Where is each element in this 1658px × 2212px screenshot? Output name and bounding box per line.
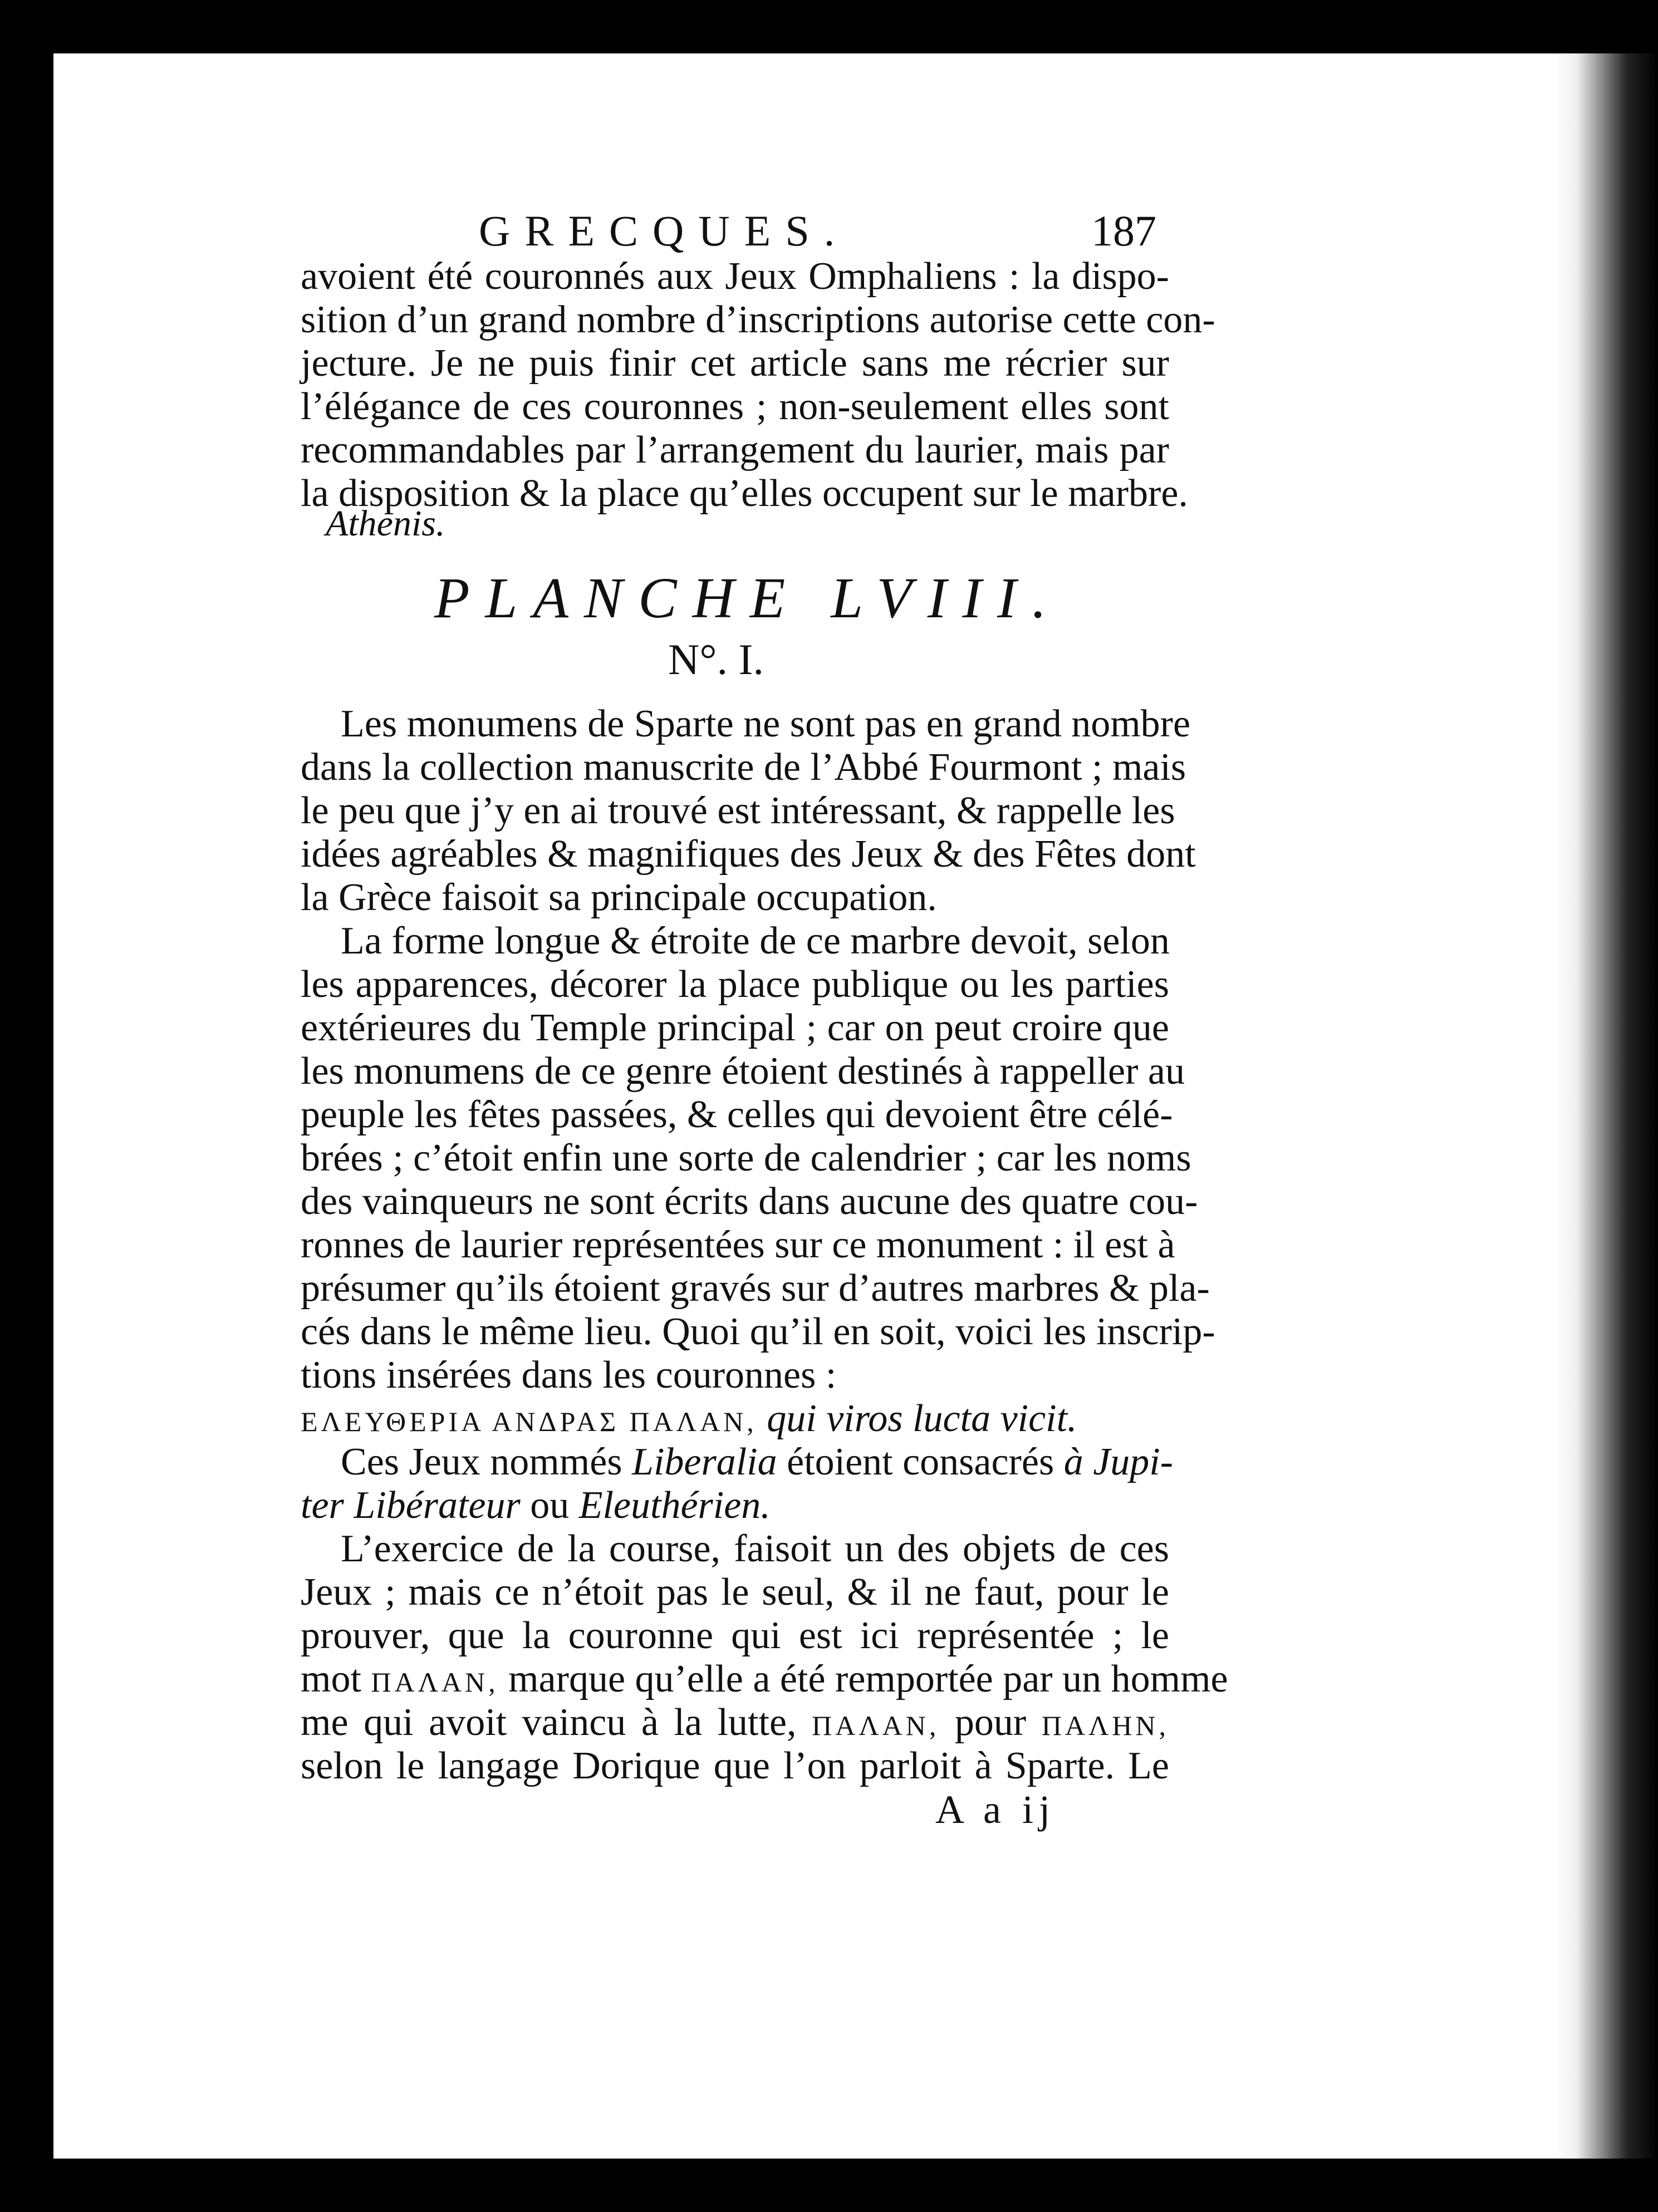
text-line: dans la collection manuscrite de l’Abbé Fourmont ; mais: [301, 746, 1186, 789]
text-line: avoient été couronnés aux Jeux Omphaliens : la dispo-: [301, 255, 1169, 298]
text-span: étoient consacrés: [787, 1441, 1054, 1483]
text-line: ronnes de laurier représentées sur ce monument : il est à: [301, 1223, 1175, 1266]
text-line: selon le langage Dorique que l’on parloit à Sparte. Le: [301, 1744, 1169, 1787]
text-line: présumer qu’ils étoient gravés sur d’autres marbres & pla-: [301, 1267, 1210, 1310]
page-edge-shadow: [1557, 53, 1658, 2159]
athenis-note: Athenis.: [326, 503, 445, 544]
text-line: [301, 1484, 1169, 1527]
text-line: les monumens de ce genre étoient destinés à rappeller au: [301, 1050, 1185, 1093]
text-line: peuple les fêtes passées, & celles qui devoient être célé-: [301, 1093, 1173, 1136]
text-line: la disposition & la place qu’elles occupent sur le marbre.: [301, 472, 1188, 515]
text-span: Liberalia: [632, 1441, 777, 1483]
text-line: brées ; c’étoit enfin une sorte de calendrier ; car les noms: [301, 1137, 1191, 1179]
text-line: Les monumens de Sparte ne sont pas en grand nombre: [341, 702, 1191, 745]
text-line: L’exercice de la course, faisoit un des objets de ces: [341, 1527, 1169, 1570]
text-line: des vainqueurs ne sont écrits dans aucune des quatre cou-: [301, 1180, 1198, 1223]
text-line: [341, 1441, 1174, 1484]
text-line: recommandables par l’arrangement du laurier, mais par: [301, 429, 1169, 471]
text-line: Jeux ; mais ce n’étoit pas le seul, & il ne faut, pour le: [301, 1571, 1169, 1614]
text-line: sition d’un grand nombre d’inscriptions autorise cette con-: [301, 298, 1215, 341]
text-line: tions insérées dans les couronnes :: [301, 1354, 837, 1397]
text-line: [301, 1701, 1169, 1747]
text-span: Ces Jeux nommés: [341, 1441, 622, 1483]
text-line: les apparences, décorer la place publique ou les parties: [301, 963, 1169, 1006]
text-span: à Jupi-: [1063, 1441, 1174, 1483]
latin-translation: qui viros lucta vicit.: [767, 1397, 1077, 1440]
text-span: ter Libérateur: [301, 1484, 521, 1527]
text-line: La forme longue & étroite de ce marbre devoit, selon: [341, 920, 1170, 962]
greek-inscription: ΕΛΕΥΘΕΡΙΑ ΑΝΔΡΑΣ ΠΑΛΑΝ,: [301, 1406, 757, 1437]
greek-word: ΠΑΛΑΝ,: [371, 1667, 499, 1698]
plate-title: PLANCHE LVIII.: [434, 566, 1062, 630]
text-line: la Grèce faisoit sa principale occupation.: [301, 876, 937, 919]
text-line: l’élégance de ces couronnes ; non-seulement elles sont: [301, 385, 1169, 428]
text-line: jecture. Je ne puis finir cet article sans me récrier sur: [301, 342, 1169, 385]
text-span: Eleuthérien.: [578, 1484, 771, 1527]
text-line: [301, 1658, 1228, 1704]
text-line: extérieures du Temple principal ; car on peut croire que: [301, 1006, 1169, 1049]
signature-mark: A a ij: [935, 1787, 1056, 1832]
text-span: mot: [301, 1658, 361, 1700]
text-line: le peu que j’y en ai trouvé est intéressant, & rappelle les: [301, 789, 1175, 832]
text-line: idées agréables & magnifiques des Jeux & des Fêtes dont: [301, 833, 1196, 876]
greek-inscription-line: [301, 1397, 1169, 1443]
greek-word: ΠΑΛΗΝ,: [1041, 1710, 1170, 1741]
text-span: marque qu’elle a été remportée par un homme: [508, 1658, 1228, 1700]
text-span: me qui avoit vaincu à la lutte,: [301, 1701, 797, 1744]
text-span: pour: [954, 1701, 1027, 1744]
text-span: ou: [530, 1484, 570, 1527]
plate-number: N°. I.: [668, 635, 764, 684]
page-number: 187: [1091, 207, 1156, 255]
text-line: cés dans le même lieu. Quoi qu’il en soit, voici les inscrip-: [301, 1310, 1215, 1353]
greek-word: ΠΑΛΑΝ,: [812, 1710, 940, 1741]
header-title: GRECQUES.: [479, 207, 850, 255]
text-line: prouver, que la couronne qui est ici représentée ; le: [301, 1614, 1169, 1657]
